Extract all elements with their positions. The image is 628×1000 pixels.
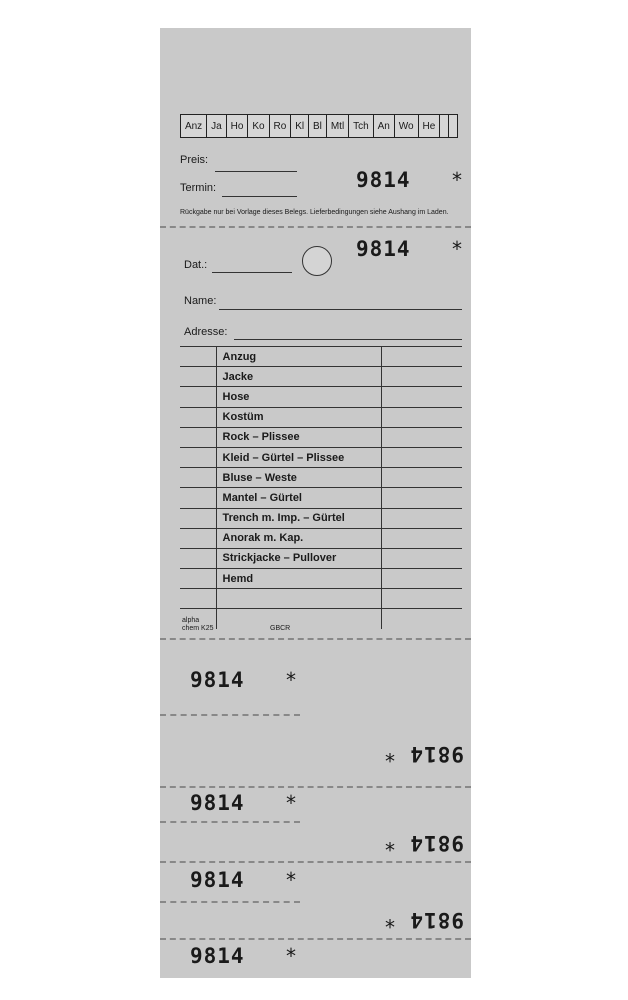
price-cell <box>382 347 462 367</box>
stub-4-asterisk: * <box>384 831 395 855</box>
garment-name: Strickjacke – Pullover <box>216 548 382 568</box>
date-label: Termin: <box>180 182 217 194</box>
perforation-8 <box>160 938 471 940</box>
garment-row <box>180 528 462 548</box>
garment-row <box>180 609 462 629</box>
day-code-cell: Bl <box>309 115 327 137</box>
stub-6-asterisk: * <box>384 908 395 932</box>
garment-name: Anorak m. Kap. <box>216 528 382 548</box>
cleaning-ticket <box>160 28 471 978</box>
day-code-cell: Ko <box>248 115 269 137</box>
ticket-number-top: 9814 <box>356 168 411 192</box>
qty-cell <box>180 367 216 387</box>
brand-label: alpha chem K25 <box>182 617 214 632</box>
price-cell <box>382 528 462 548</box>
dat-line <box>212 272 292 273</box>
price-cell <box>382 468 462 488</box>
day-code-cell <box>449 115 457 137</box>
price-cell <box>382 488 462 508</box>
stub-1-number: 9814 <box>190 668 245 692</box>
return-notice: Rückgabe nur bei Vorlage dieses Belegs. Lieferbedingungen siehe Aushang im Laden. <box>180 209 449 216</box>
garment-name: Anzug <box>216 347 382 367</box>
asterisk-second: * <box>452 237 462 261</box>
qty-cell <box>180 589 216 609</box>
stub-4-number: 9814 <box>409 831 464 855</box>
address-label: Adresse: <box>184 326 228 338</box>
day-code-cell: Tch <box>349 115 373 137</box>
price-cell <box>382 569 462 589</box>
ticket-number-second: 9814 <box>356 237 411 261</box>
price-cell <box>382 589 462 609</box>
stub-7-asterisk: * <box>286 944 296 968</box>
garment-row <box>180 569 462 589</box>
stub-2-asterisk: * <box>384 742 395 766</box>
qty-cell <box>180 508 216 528</box>
day-code-cell: Ja <box>207 115 226 137</box>
price-cell <box>382 407 462 427</box>
stub-6-number: 9814 <box>409 908 464 932</box>
qty-cell <box>180 468 216 488</box>
dat-label: Dat.: <box>184 259 208 271</box>
day-code-cell: Ho <box>227 115 249 137</box>
qty-cell <box>180 488 216 508</box>
stub-3-number: 9814 <box>190 791 245 815</box>
price-cell <box>382 387 462 407</box>
perforation-3 <box>160 714 300 716</box>
garment-row <box>180 367 462 387</box>
price-label: Preis: <box>180 154 209 166</box>
garment-row <box>180 387 462 407</box>
punch-hole <box>302 246 332 276</box>
day-code-cell: Kl <box>291 115 309 137</box>
stub-6-rotated <box>324 906 464 932</box>
qty-cell <box>180 569 216 589</box>
garment-name <box>216 589 382 609</box>
garment-row <box>180 427 462 447</box>
perforation-6 <box>160 861 471 863</box>
garment-name: Hemd <box>216 569 382 589</box>
garment-row <box>180 488 462 508</box>
date-line <box>222 196 297 197</box>
price-cell <box>382 447 462 467</box>
garment-row <box>180 548 462 568</box>
perforation-2 <box>160 638 471 640</box>
day-code-cell: Mtl <box>327 115 349 137</box>
stub-5-asterisk: * <box>286 868 296 892</box>
garment-table <box>180 346 462 629</box>
qty-cell <box>180 447 216 467</box>
garment-name: Mantel – Gürtel <box>216 488 382 508</box>
qty-cell <box>180 387 216 407</box>
garment-row <box>180 508 462 528</box>
garment-name: Trench m. Imp. – Gürtel <box>216 508 382 528</box>
stub-2-number: 9814 <box>409 742 464 766</box>
price-line <box>215 171 297 172</box>
qty-cell <box>180 548 216 568</box>
garment-row <box>180 589 462 609</box>
perforation-1 <box>160 226 471 228</box>
stub-1-asterisk: * <box>286 668 296 692</box>
garment-row <box>180 447 462 467</box>
qty-cell <box>180 528 216 548</box>
price-cell <box>382 427 462 447</box>
stub-3-asterisk: * <box>286 791 296 815</box>
price-cell <box>382 367 462 387</box>
perforation-5 <box>160 821 300 823</box>
day-code-grid <box>180 114 458 138</box>
price-cell <box>382 548 462 568</box>
garment-row <box>180 407 462 427</box>
garment-name <box>216 609 382 629</box>
day-code-cell: Ro <box>270 115 292 137</box>
asterisk-top: * <box>452 168 462 192</box>
garment-name: Rock – Plissee <box>216 427 382 447</box>
garment-name: Hose <box>216 387 382 407</box>
perforation-7 <box>160 901 300 903</box>
qty-cell <box>180 407 216 427</box>
garment-name: Kostüm <box>216 407 382 427</box>
garment-name: Bluse – Weste <box>216 468 382 488</box>
garment-name: Kleid – Gürtel – Plissee <box>216 447 382 467</box>
day-code-cell: Wo <box>395 115 419 137</box>
stub-2-rotated <box>324 740 464 766</box>
day-code-cell: Anz <box>181 115 207 137</box>
name-line <box>219 309 462 310</box>
garment-row <box>180 347 462 367</box>
stub-5-number: 9814 <box>190 868 245 892</box>
address-line <box>234 339 462 340</box>
day-code-cell: An <box>374 115 395 137</box>
perforation-4 <box>160 786 471 788</box>
qty-cell <box>180 427 216 447</box>
qty-cell <box>180 347 216 367</box>
price-cell <box>382 609 462 629</box>
garment-name: Jacke <box>216 367 382 387</box>
name-label: Name: <box>184 295 217 307</box>
stub-4-rotated <box>324 829 464 855</box>
brand-code: GBCR <box>270 625 291 632</box>
stub-7-number: 9814 <box>190 944 245 968</box>
day-code-cell: He <box>419 115 441 137</box>
garment-row <box>180 468 462 488</box>
price-cell <box>382 508 462 528</box>
day-code-cell <box>440 115 449 137</box>
